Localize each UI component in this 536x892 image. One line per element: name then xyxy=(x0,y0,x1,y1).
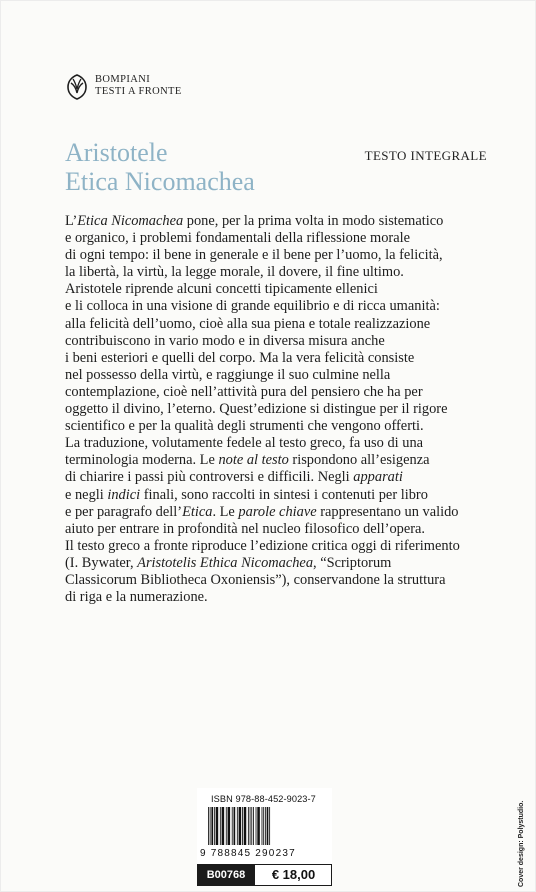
blurb-italic-segment: parole chiave xyxy=(238,503,317,520)
blurb-line xyxy=(65,555,505,572)
blurb-line xyxy=(65,213,505,230)
barcode-digits: 9 788845 290237 xyxy=(200,848,296,859)
cover-credit xyxy=(518,797,528,887)
blurb-line xyxy=(65,367,505,384)
price-label: € 18,00 xyxy=(271,867,316,882)
blurb-line xyxy=(65,435,505,452)
barcode-bar xyxy=(232,807,233,845)
blurb-line xyxy=(65,281,505,298)
blurb-segment: e organico, i problemi fondamentali della riflessione morale xyxy=(65,230,410,247)
barcode-bar xyxy=(242,807,243,845)
barcode-bar xyxy=(248,807,249,845)
blurb-segment: e li colloca in una visione di grande equilibrio e di ricca umanità: xyxy=(65,298,440,315)
blurb-italic-segment: Etica Nicomachea xyxy=(77,213,184,229)
blurb-segment: i beni esteriori e quelli del corpo. Ma la vera felicità consiste xyxy=(65,349,415,366)
blurb-italic-segment: note al testo xyxy=(218,452,289,469)
blurb-line xyxy=(65,401,505,418)
blurb-segment: terminologia moderna. Le xyxy=(65,452,219,469)
isbn-label: ISBN 978-88-452-9023-7 xyxy=(211,794,316,804)
blurb-line xyxy=(65,418,505,435)
barcode-bars xyxy=(207,807,326,845)
blurb-segment: contemplazione, cioè nell’attività pura del pensiero che ha per xyxy=(65,383,423,400)
barcode-bar xyxy=(250,807,251,845)
blurb-segment: di riga e la numerazione. xyxy=(65,589,208,606)
barcode-bar xyxy=(263,807,264,845)
blurb-text xyxy=(65,213,505,606)
blurb-segment: pone, per la prima volta in modo sistematico xyxy=(183,213,444,229)
blurb-line xyxy=(65,538,505,555)
barcode-bar xyxy=(210,807,211,845)
blurb-segment: e negli xyxy=(65,486,108,503)
barcode-bar xyxy=(214,807,215,845)
barcode-bar xyxy=(262,807,263,845)
blurb-segment: Classicorum Bibliotheca Oxoniensis”), conservandone la struttura xyxy=(65,571,446,588)
barcode-bar xyxy=(239,807,242,845)
blurb-segment: L’ xyxy=(65,213,78,229)
blurb-line xyxy=(65,247,505,264)
publisher-name xyxy=(95,74,182,98)
product-code: B00768 xyxy=(197,864,255,886)
author-name: Aristotele xyxy=(65,138,168,167)
blurb-italic-segment: indici xyxy=(107,486,141,503)
blurb-line xyxy=(65,469,505,486)
blurb-line xyxy=(65,230,505,247)
blurb-line xyxy=(65,384,505,401)
blurb-italic-segment: Etica xyxy=(182,503,213,520)
bompiani-logo-icon xyxy=(65,73,89,101)
blurb-segment: La traduzione, volutamente fedele al testo greco, fa uso di una xyxy=(65,435,424,452)
blurb-line xyxy=(65,521,505,538)
blurb-line xyxy=(65,298,505,315)
barcode-bar xyxy=(251,807,252,845)
blurb-line xyxy=(65,350,505,367)
barcode-bar xyxy=(216,807,219,845)
book-title: Etica Nicomachea xyxy=(65,167,255,196)
blurb-line xyxy=(65,452,505,469)
blurb-line xyxy=(65,589,505,606)
barcode-bar xyxy=(208,807,209,845)
barcode-bar xyxy=(211,807,213,845)
blurb-segment: di ogni tempo: il bene in generale e il bene per l’uomo, la felicità, xyxy=(65,247,443,264)
barcode-bar xyxy=(265,807,266,845)
barcode-bar xyxy=(244,807,247,845)
blurb-italic-segment: Aristotelis Ethica Nicomachea xyxy=(137,554,314,571)
blurb-segment: . Le xyxy=(212,503,239,520)
blurb-segment: (I. Bywater, xyxy=(65,554,138,571)
blurb-segment: di chiarire i passi più controversi e difficili. Negli xyxy=(65,469,354,486)
barcode-bar xyxy=(222,807,225,845)
barcode-bar xyxy=(237,807,238,845)
blurb-segment: rispondono all’esigenza xyxy=(288,452,430,469)
blurb-segment: scientifico e per la qualità degli strumenti che vengono offerti. xyxy=(65,418,424,435)
blurb-segment: Il testo greco a fronte riproduce l’edizione critica oggi di riferimento xyxy=(65,537,460,554)
blurb-segment: finali, sono raccolti in sintesi i contenuti per libro xyxy=(140,486,428,503)
blurb-segment: Aristotele riprende alcuni concetti tipicamente ellenici xyxy=(65,281,378,298)
edition-label: TESTO INTEGRALE xyxy=(364,148,487,163)
blurb-line xyxy=(65,316,505,333)
blurb-line xyxy=(65,572,505,589)
blurb-segment: , “Scriptorum xyxy=(313,554,392,571)
cover-credit-text: Cover design: Polystudio. xyxy=(518,800,525,887)
barcode-bar xyxy=(226,807,227,845)
barcode-bar xyxy=(234,807,236,845)
blurb-segment: nel possesso della virtù, e raggiunge il suo culmine nella xyxy=(65,366,391,383)
blurb-segment: alla felicità dell’uomo, cioè alla sua piena e totale realizzazione xyxy=(65,315,431,332)
blurb-segment: rappresentano un valido xyxy=(316,503,459,520)
blurb-segment: oggetto il divino, l’eterno. Quest’edizione si distingue per il rigore xyxy=(65,401,448,418)
barcode-bar xyxy=(257,807,260,845)
blurb-italic-segment: apparati xyxy=(353,469,403,486)
blurb-line xyxy=(65,504,505,521)
blurb-segment: la libertà, la virtù, la legge morale, il dovere, il fine ultimo. xyxy=(65,264,404,281)
blurb-segment: contribuiscono in vario modo e in diversa misura anche xyxy=(65,332,385,349)
barcode-bar xyxy=(228,807,231,845)
blurb-line xyxy=(65,333,505,350)
barcode-bar xyxy=(220,807,221,845)
barcode-bar xyxy=(256,807,257,845)
publisher-line-1: BOMPIANI xyxy=(95,74,151,85)
blurb-line xyxy=(65,264,505,281)
blurb-line xyxy=(65,487,505,504)
barcode-bar xyxy=(267,807,269,845)
blurb-segment: aiuto per entrare in profondità nel nucleo filosofico dell’opera. xyxy=(65,520,426,537)
barcode-bar xyxy=(253,807,254,845)
barcode-bar xyxy=(269,807,270,845)
publisher-line-2: TESTI A FRONTE xyxy=(95,86,182,97)
blurb-segment: e per paragrafo dell’ xyxy=(65,503,183,520)
